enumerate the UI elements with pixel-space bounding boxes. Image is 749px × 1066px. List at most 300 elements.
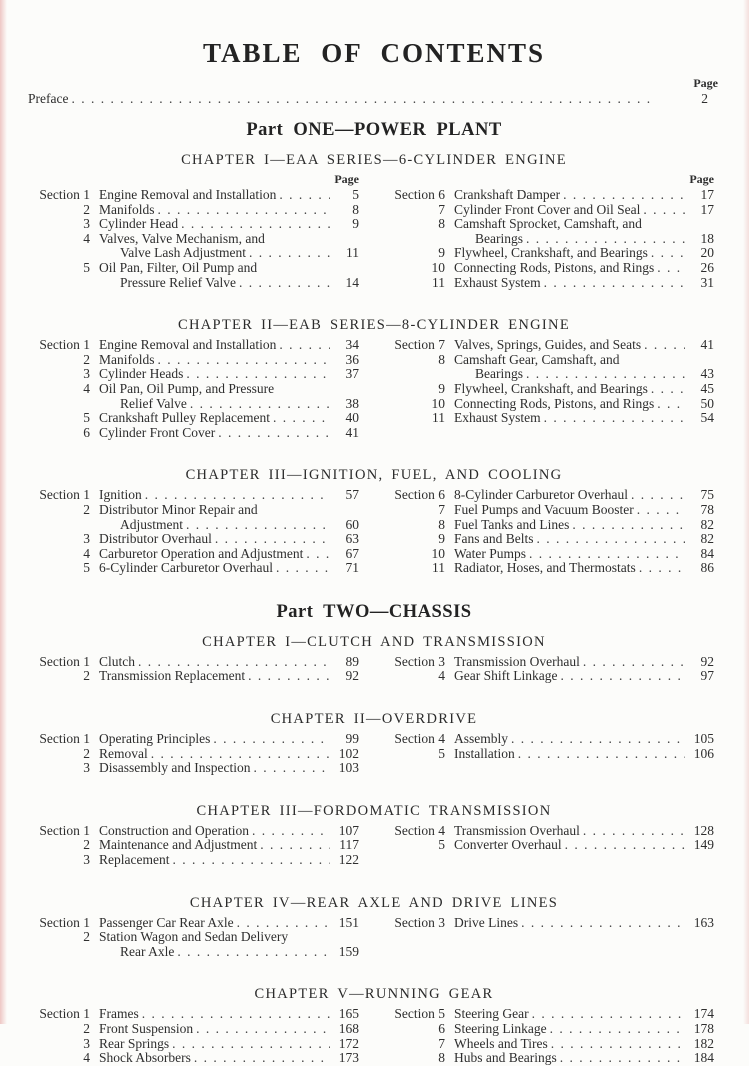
section-label: 3: [83, 216, 90, 232]
section-label: 4: [438, 668, 445, 684]
section-label: Section 6: [394, 187, 445, 202]
entry-page: 63: [345, 531, 359, 547]
dot-leader: [71, 91, 675, 106]
entry-page: 67: [345, 545, 359, 561]
entry-body: [454, 261, 720, 276]
section-label: 2: [83, 501, 90, 517]
entry-body: [454, 518, 720, 533]
entry-page: 5: [352, 187, 359, 202]
entry-body: [99, 503, 365, 532]
toc-entry: [28, 669, 365, 684]
section-label: 7: [438, 1035, 445, 1051]
entry-title-continued: Rear Axle: [120, 943, 175, 959]
dot-leader: [306, 547, 330, 562]
entry-title: Hubs and Bearings: [454, 1050, 557, 1066]
entry-title: Oil Pan, Oil Pump, and Pressure: [99, 381, 275, 396]
entry-title: Cylinder Front Cover and Oil Seal: [454, 201, 641, 217]
entry-title: Operating Principles: [99, 731, 211, 747]
entry-body: [99, 217, 365, 232]
entry-page: 92: [700, 653, 714, 669]
entry-page: 82: [700, 516, 714, 532]
entry-page: 26: [700, 259, 714, 275]
entry-body: [454, 916, 720, 931]
entry-page: 37: [345, 366, 359, 382]
entry-page: 173: [338, 1050, 359, 1066]
entry-body: [454, 217, 720, 246]
entry-body: [454, 732, 720, 747]
entry-title: Transmission Overhaul: [454, 822, 580, 838]
toc-entry: [383, 732, 720, 747]
toc-entry: [28, 338, 365, 353]
page-column-label-top: Page: [693, 76, 718, 90]
toc-entry: [383, 353, 720, 382]
entry-title: Fuel Pumps and Vacuum Booster: [454, 501, 634, 517]
entry-body: [454, 655, 720, 670]
entry-title: Replacement: [99, 852, 170, 868]
toc-entry: [28, 561, 365, 576]
entry-body: [99, 203, 365, 218]
entry-body: [99, 930, 365, 959]
section-label: 2: [83, 351, 90, 367]
entry-title: Passenger Car Rear Axle: [99, 914, 234, 930]
section-label: 5: [83, 410, 90, 426]
section-label: 8: [438, 516, 445, 532]
section-label: Section 1: [39, 1006, 90, 1022]
entry-body: [99, 747, 365, 762]
dot-leader: [644, 338, 685, 353]
toc-entry: [28, 261, 365, 290]
dot-leader: [544, 411, 685, 426]
dot-leader: [657, 397, 685, 412]
entry-page: 159: [338, 943, 359, 959]
chapter-column: [28, 188, 365, 290]
section-label: 5: [83, 560, 90, 576]
section-label: 8: [438, 351, 445, 367]
entry-body: [454, 669, 720, 684]
entry-body: [454, 1022, 720, 1037]
entry-page: 11: [346, 245, 359, 261]
entry-page: 82: [700, 531, 714, 547]
entry-body: [454, 1051, 720, 1066]
chapter-title: CHAPTER III—IGNITION, FUEL, AND COOLING: [185, 467, 563, 484]
toc-parts: [28, 120, 720, 1066]
entry-title-continued: Pressure Relief Valve: [120, 274, 236, 290]
dot-leader: [550, 1022, 685, 1037]
entry-page: 60: [345, 516, 359, 532]
dot-leader: [239, 276, 330, 291]
dot-leader: [583, 655, 685, 670]
entry-title: Engine Removal and Installation: [99, 337, 277, 353]
entry-page: 149: [693, 837, 714, 853]
section-label: 2: [83, 745, 90, 761]
toc-entry: [383, 838, 720, 853]
section-label: 11: [432, 274, 445, 290]
toc-entry: [28, 232, 365, 261]
entry-page: 174: [693, 1006, 714, 1022]
entry-body: [99, 1007, 365, 1022]
entry-page: 14: [345, 274, 359, 290]
entry-title: Gear Shift Linkage: [454, 668, 558, 684]
dot-leader: [279, 188, 330, 203]
entry-page: 40: [345, 410, 359, 426]
toc-entry: [28, 426, 365, 441]
toc-entry: [28, 1022, 365, 1037]
section-label: 11: [432, 410, 445, 426]
entry-body: [99, 488, 365, 503]
section-label: 4: [83, 230, 90, 246]
entry-page: 122: [338, 852, 359, 868]
section-label: Section 3: [394, 653, 445, 669]
section-label: Section 4: [394, 822, 445, 838]
entry-title: Cylinder Head: [99, 216, 179, 232]
entry-body: [99, 669, 365, 684]
toc-entry: [383, 1051, 720, 1066]
entry-page: 105: [693, 731, 714, 747]
entry-page: 54: [700, 410, 714, 426]
toc-entry: [383, 824, 720, 839]
preface-row: [28, 91, 720, 106]
chapter-column: [28, 732, 365, 776]
chapter-column: [383, 916, 720, 960]
toc-entry: [28, 747, 365, 762]
toc-entry: [383, 188, 720, 203]
section-label: 5: [438, 745, 445, 761]
entry-body: [99, 1022, 365, 1037]
entry-body: [99, 188, 365, 203]
entry-page: 45: [700, 380, 714, 396]
entry-title: 8-Cylinder Carburetor Overhaul: [454, 487, 628, 503]
entry-title-continued: Valve Lash Adjustment: [120, 245, 246, 261]
entry-page: 9: [352, 216, 359, 232]
entry-body: [99, 1051, 365, 1066]
chapter-column: [28, 488, 365, 576]
entry-body: [454, 1037, 720, 1052]
entry-body: [99, 261, 365, 290]
entry-body: [99, 824, 365, 839]
entry-body: [454, 246, 720, 261]
section-label: Section 1: [39, 337, 90, 353]
dot-leader: [639, 561, 685, 576]
toc-entry: [28, 217, 365, 232]
toc-entry: [28, 930, 365, 959]
entry-title: Manifolds: [99, 201, 155, 217]
section-label: 11: [432, 560, 445, 576]
section-label: 2: [83, 668, 90, 684]
entry-body: [99, 916, 365, 931]
entry-body: [99, 338, 365, 353]
entry-title: Distributor Overhaul: [99, 531, 212, 547]
entry-title: Fuel Tanks and Lines: [454, 516, 570, 532]
entry-page: 89: [345, 653, 359, 669]
chapter-title: CHAPTER I—EAA SERIES—6-CYLINDER ENGINE: [181, 152, 567, 168]
section-label: 3: [83, 366, 90, 382]
entry-title: Converter Overhaul: [454, 837, 562, 853]
toc-entry: [383, 411, 720, 426]
entry-title-continued: Adjustment: [120, 516, 183, 532]
section-label: Section 1: [39, 653, 90, 669]
toc-entry: [28, 488, 365, 503]
toc-entry: [28, 188, 365, 203]
dot-leader: [186, 518, 330, 533]
toc-entry: [383, 655, 720, 670]
dot-leader: [279, 338, 330, 353]
dot-leader: [565, 838, 685, 853]
dot-leader: [544, 276, 685, 291]
toc-chapter: [28, 986, 720, 1065]
toc-page: [28, 0, 720, 1066]
entry-title: Engine Removal and Installation: [99, 187, 277, 202]
entry-title: Manifolds: [99, 351, 155, 367]
section-label: 3: [83, 531, 90, 547]
entry-body: [99, 232, 365, 261]
toc-entry: [28, 1037, 365, 1052]
entry-body: [99, 655, 365, 670]
dot-leader: [529, 547, 685, 562]
entry-body: [454, 188, 720, 203]
entry-page: 106: [693, 745, 714, 761]
entry-body: [99, 732, 365, 747]
section-label: 9: [438, 531, 445, 547]
entry-page: 43: [700, 366, 714, 382]
entry-title: 6-Cylinder Carburetor Overhaul: [99, 560, 273, 576]
entry-body: [99, 367, 365, 382]
chapter-column: [28, 916, 365, 960]
entry-page: 102: [338, 745, 359, 761]
entry-title: Valves, Springs, Guides, and Seats: [454, 337, 642, 353]
dot-leader: [172, 853, 330, 868]
entry-page: 103: [338, 760, 359, 776]
entry-body: [454, 353, 720, 382]
section-label: 3: [83, 852, 90, 868]
chapter-column: [28, 824, 365, 868]
dot-leader: [158, 203, 331, 218]
entry-body: [454, 338, 720, 353]
toc-entry: [383, 276, 720, 291]
entry-page: 117: [339, 837, 359, 853]
toc-entry: [383, 1037, 720, 1052]
chapter-title: CHAPTER IV—REAR AXLE AND DRIVE LINES: [189, 894, 559, 911]
section-label: Section 1: [39, 731, 90, 747]
entry-title: Disassembly and Inspection: [99, 760, 251, 776]
entry-body: [454, 1007, 720, 1022]
toc-chapter: [28, 152, 720, 290]
section-label: 6: [83, 424, 90, 440]
toc-entry: [28, 411, 365, 426]
scan-page-edge-left: [0, 0, 7, 1024]
section-label: 8: [438, 1050, 445, 1066]
toc-entry: [28, 1007, 365, 1022]
chapter-column: [383, 338, 720, 440]
entry-title: Oil Pan, Filter, Oil Pump and: [99, 260, 258, 275]
section-label: 6: [438, 1021, 445, 1036]
entry-title: Front Suspension: [99, 1021, 194, 1036]
dot-leader: [218, 426, 330, 441]
section-label: Section 1: [39, 487, 90, 503]
dot-leader: [252, 824, 330, 839]
entry-page: 8: [352, 201, 359, 217]
entry-title: Camshaft Gear, Camshaft, and: [454, 352, 620, 367]
toc-entry: [28, 824, 365, 839]
section-label: 10: [431, 259, 445, 275]
chapter-title: CHAPTER V—RUNNING GEAR: [254, 986, 494, 1003]
entry-title: Rear Springs: [99, 1035, 170, 1051]
section-label: Section 7: [394, 337, 445, 353]
section-label: Section 1: [39, 822, 90, 838]
chapter-column: [383, 488, 720, 576]
dot-leader: [142, 1007, 330, 1022]
section-label: 10: [431, 545, 445, 561]
toc-entry: [383, 382, 720, 397]
chapter-columns: [28, 188, 720, 290]
section-label: 2: [83, 201, 90, 217]
section-label: Section 1: [39, 187, 90, 202]
section-label: 9: [438, 380, 445, 396]
entry-title: Transmission Overhaul: [454, 653, 580, 669]
toc-entry: [383, 338, 720, 353]
entry-page: 20: [700, 245, 714, 261]
entry-body: [454, 747, 720, 762]
chapter-title: CHAPTER II—EAB SERIES—8-CYLINDER ENGINE: [178, 317, 570, 334]
entry-title: Station Wagon and Sedan Delivery: [99, 930, 289, 945]
chapter-column: [383, 188, 720, 290]
entry-page: 97: [700, 668, 714, 684]
toc-entry: [28, 732, 365, 747]
toc-chapter: [28, 317, 720, 440]
entry-page: 92: [345, 668, 359, 684]
entry-page: 172: [338, 1035, 359, 1051]
entry-body: [454, 488, 720, 503]
toc-entry: [383, 547, 720, 562]
toc-entry: [28, 503, 365, 532]
entry-body: [99, 547, 365, 562]
dot-leader: [631, 488, 685, 503]
entry-body: [454, 276, 720, 291]
preface-label: Preface: [28, 91, 69, 106]
chapter-column: [28, 338, 365, 440]
entry-page: 41: [345, 424, 359, 440]
entry-body: [454, 503, 720, 518]
dot-leader: [248, 669, 330, 684]
entry-title: Carburetor Operation and Adjustment: [99, 545, 304, 561]
toc-entry: [383, 518, 720, 533]
dot-leader: [237, 916, 330, 931]
chapter-title: CHAPTER I—CLUTCH AND TRANSMISSION: [202, 633, 546, 650]
toc-chapter: [28, 711, 720, 776]
entry-page: 184: [693, 1050, 714, 1066]
section-label: Section 3: [394, 914, 445, 930]
entry-title-continued: Bearings: [475, 366, 523, 382]
toc-entry: [28, 382, 365, 411]
entry-body: [99, 411, 365, 426]
entry-body: [454, 532, 720, 547]
entry-title: Assembly: [454, 731, 508, 747]
page-title: TABLE OF CONTENTS: [202, 38, 546, 68]
entry-title: Drive Lines: [454, 914, 519, 930]
toc-entry: [383, 747, 720, 762]
entry-title: Cylinder Front Cover: [99, 424, 216, 440]
entry-body: [99, 532, 365, 547]
entry-body: [454, 547, 720, 562]
entry-page: 128: [693, 822, 714, 838]
entry-body: [99, 1037, 365, 1052]
section-label: 7: [438, 201, 445, 217]
chapter-columns: [28, 916, 720, 960]
section-label: Section 4: [394, 731, 445, 747]
toc-entry: [383, 503, 720, 518]
toc-entry: [28, 655, 365, 670]
entry-page: 86: [700, 560, 714, 576]
entry-title: Wheels and Tires: [454, 1035, 548, 1051]
dot-leader: [253, 761, 330, 776]
dot-leader: [194, 1051, 330, 1066]
toc-entry: [28, 1051, 365, 1066]
dot-leader: [186, 367, 330, 382]
toc-entry: [28, 203, 365, 218]
toc-entry: [28, 353, 365, 368]
dot-leader: [657, 261, 685, 276]
page-column-labels: [28, 172, 720, 187]
entry-page: 84: [700, 545, 714, 561]
toc-entry: [383, 561, 720, 576]
entry-page: 75: [700, 487, 714, 503]
entry-body: [99, 561, 365, 576]
section-label: 3: [83, 1035, 90, 1051]
entry-page: 165: [338, 1006, 359, 1022]
entry-page: 17: [700, 187, 714, 202]
scan-page-edge-right: [743, 0, 749, 1024]
dot-leader: [276, 561, 330, 576]
toc-entry: [28, 916, 365, 931]
entry-body: [454, 411, 720, 426]
entry-page: 31: [700, 274, 714, 290]
preface-page: 2: [701, 91, 708, 106]
chapter-column: [383, 655, 720, 684]
part-title: Part ONE—POWER PLANT: [246, 120, 502, 140]
entry-body: [99, 353, 365, 368]
dot-leader: [196, 1022, 330, 1037]
entry-page: 99: [345, 731, 359, 747]
entry-body: [454, 397, 720, 412]
dot-leader: [643, 203, 685, 218]
dot-leader: [651, 246, 685, 261]
entry-page: 34: [345, 337, 359, 353]
entry-title: Steering Linkage: [454, 1021, 547, 1036]
entry-title: Connecting Rods, Pistons, and Rings: [454, 395, 655, 411]
dot-leader: [213, 732, 330, 747]
entry-page: 36: [345, 351, 359, 367]
dot-leader: [260, 838, 330, 853]
entry-title-continued: Relief Valve: [120, 395, 187, 411]
section-label: 10: [431, 395, 445, 411]
entry-body: [99, 853, 365, 868]
entry-page: 18: [700, 230, 714, 246]
section-label: 7: [438, 501, 445, 517]
chapter-column: [28, 1007, 365, 1065]
entry-page: 182: [693, 1035, 714, 1051]
entry-page: 151: [338, 914, 359, 930]
entry-title: Maintenance and Adjustment: [99, 837, 258, 853]
toc-part: [28, 602, 720, 1066]
dot-leader: [177, 945, 330, 960]
entry-title: Shock Absorbers: [99, 1050, 191, 1066]
entry-page: 71: [345, 560, 359, 576]
entry-title: Exhaust System: [454, 274, 541, 290]
entry-body: [454, 561, 720, 576]
toc-entry: [383, 1022, 720, 1037]
dot-leader: [190, 397, 330, 412]
entry-title: Flywheel, Crankshaft, and Bearings: [454, 245, 648, 261]
section-label: Section 5: [394, 1006, 445, 1022]
